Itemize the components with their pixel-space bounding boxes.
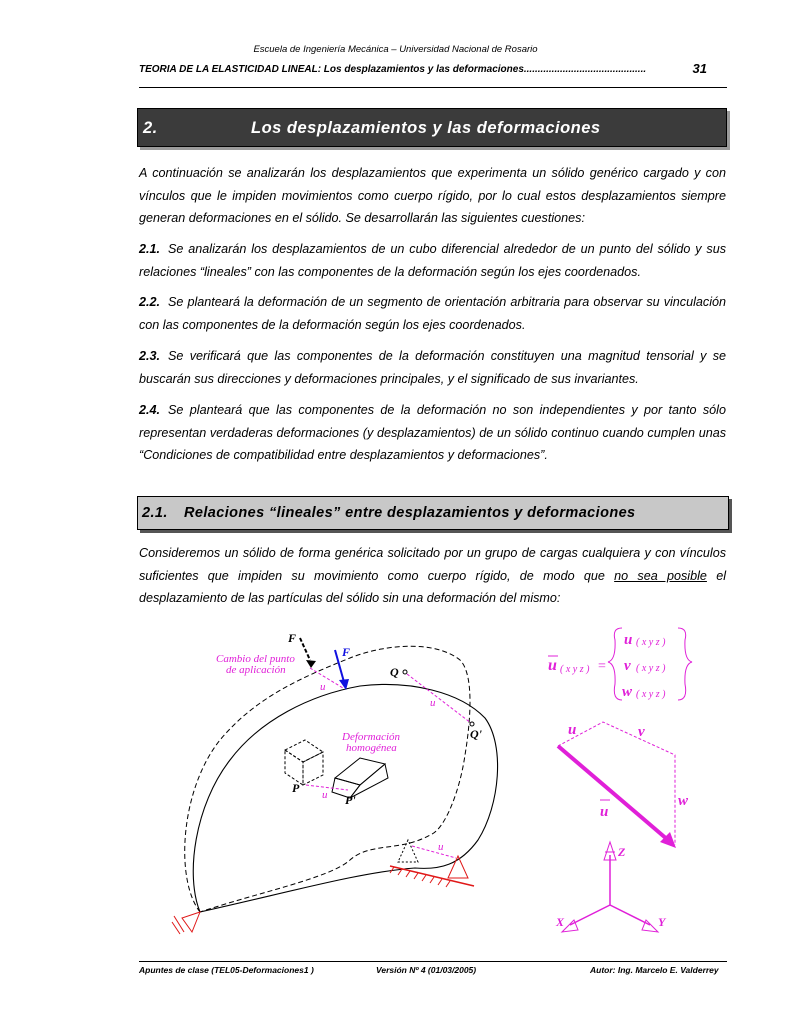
point-Q-dot	[403, 670, 407, 674]
para-text-before: Consideremos un sólido de forma genérica solicitado por un grupo de cargas cualquiera y con vínculos suficientes que impiden su movimiento como cuerpo rígido, de modo que	[139, 546, 726, 583]
list-item	[139, 345, 726, 390]
para-text-after: el desplazamiento de las partículas del sólido sin una deformación del mismo:	[139, 568, 726, 605]
subsection-title: Relaciones “lineales” entre desplazamientos y deformaciones	[184, 505, 636, 521]
eq-equals: =	[598, 659, 606, 674]
point-P2: P'	[345, 793, 356, 807]
running-title	[139, 61, 717, 76]
section-title: Los desplazamientos y las deformaciones	[251, 119, 601, 137]
support-ground	[390, 866, 474, 886]
displacement-figure	[160, 620, 700, 955]
vec-u-label: u	[568, 722, 577, 738]
vec-v-label: v	[638, 724, 645, 740]
disp-label-P: u	[322, 789, 328, 801]
running-title-text: TEORIA DE LA ELASTICIDAD LINEAL: Los desplazamientos y las deformaciones............................................	[139, 64, 647, 75]
eq-w: w	[622, 684, 633, 700]
intro-paragraph: A continuación se analizarán los desplazamientos que experimenta un sólido genérico cargado y con vínculos que le impiden movimientos como cuerpo rígido, por lo cual estos desplazamientos siempre generan deformaciones en el sólido. Se desarrollarán las siguientes cuestiones:	[139, 166, 726, 225]
list-item	[139, 238, 726, 283]
component-lines	[558, 722, 675, 845]
item-number: 2.1.	[139, 242, 161, 256]
footer-rule	[139, 961, 727, 962]
point-Q2: Q'	[470, 727, 482, 741]
eq-v-sub: ( x y z )	[636, 663, 666, 674]
eq-v: v	[624, 658, 631, 674]
deformed-body-outline	[185, 646, 470, 912]
cube-deformed	[332, 758, 388, 798]
item-text: Se planteará que las componentes de la deformación no son independientes y por tanto sólo representan verdaderas deformaciones (y desplazamientos) de un sólido continuo cuando cumplen unas “Condiciones de compatibilidad entre desplazamientos y deformaciones”.	[139, 403, 726, 462]
section-number: 2.	[143, 119, 158, 137]
eq-brace-left	[608, 628, 622, 700]
header-institution: Escuela de Ingeniería Mecánica – Universidad Nacional de Rosario	[253, 44, 538, 55]
axis-x	[570, 905, 610, 925]
eq-lhs: u	[548, 657, 557, 674]
item-number: 2.3.	[139, 349, 161, 363]
support-dashed	[398, 840, 418, 862]
item-text: Se verificará que las componentes de la deformación constituyen una magnitud tensorial y se buscarán sus direcciones y deformaciones principales, y el significado de sus invariantes.	[139, 349, 726, 386]
label-deform2: homogénea	[346, 742, 397, 754]
section-heading-2-1	[137, 496, 729, 530]
vec-total-label: u	[600, 804, 609, 820]
disp-label-Q: u	[430, 697, 436, 709]
u-line-force	[310, 668, 343, 688]
force-arrowhead	[306, 660, 316, 668]
footer-right: Autor: Ing. Marcelo E. Valderrey	[590, 965, 719, 975]
point-P: P	[292, 781, 300, 795]
label-change2: de aplicación	[226, 664, 286, 676]
force-label-2: F	[342, 645, 351, 659]
point-Q2-dot	[470, 722, 474, 726]
item-text: Se analizarán los desplazamientos de un cubo diferencial alrededor de un punto del sólido y sus relaciones “lineales” con las componentes de la deformación según los ejes coordenados.	[139, 242, 726, 279]
point-Q: Q	[390, 665, 399, 679]
item-number: 2.4.	[139, 403, 161, 417]
u-line-Q	[407, 674, 471, 723]
axis-y-label: Y	[658, 915, 666, 929]
label-deform: Deformación	[342, 731, 401, 743]
force-dashed-line	[300, 638, 310, 660]
footer-left: Apuntes de clase (TEL05-Deformaciones1 )	[139, 965, 314, 975]
subsection-number: 2.1.	[142, 505, 168, 521]
eq-lhs-sub: ( x y z )	[560, 664, 590, 675]
item-number: 2.2.	[139, 295, 161, 309]
vec-w-label: w	[678, 793, 689, 809]
para-underlined: no sea posible	[614, 568, 707, 583]
eq-w-sub: ( x y z )	[636, 689, 666, 700]
item-text: Se planteará la deformación de un segmento de orientación arbitraria para observar su vinculación con las componentes de la deformación según los ejes coordenados.	[139, 295, 726, 332]
footer-center: Versión Nº 4 (01/03/2005)	[376, 965, 477, 975]
axis-y	[610, 905, 650, 925]
disp-label-support: u	[438, 841, 444, 853]
force-label-1: F	[288, 631, 297, 645]
label-change: Cambio del punto	[216, 653, 295, 665]
axis-x-label: X	[556, 915, 565, 929]
axis-z-label: Z	[618, 845, 626, 859]
page-number: 31	[692, 61, 707, 76]
support-left	[182, 912, 200, 932]
list-item	[139, 399, 726, 467]
cube-undeformed	[285, 740, 323, 785]
disp-label-force: u	[320, 681, 326, 693]
eq-u: u	[624, 632, 633, 648]
eq-u-sub: ( x y z )	[636, 637, 666, 648]
displacement-vector	[558, 746, 668, 840]
body-paragraph	[139, 542, 726, 610]
list-item	[139, 291, 726, 336]
eq-brace-right	[678, 628, 692, 700]
section-heading-2	[137, 108, 727, 147]
u-line-support	[412, 846, 456, 858]
header-rule	[139, 87, 727, 88]
